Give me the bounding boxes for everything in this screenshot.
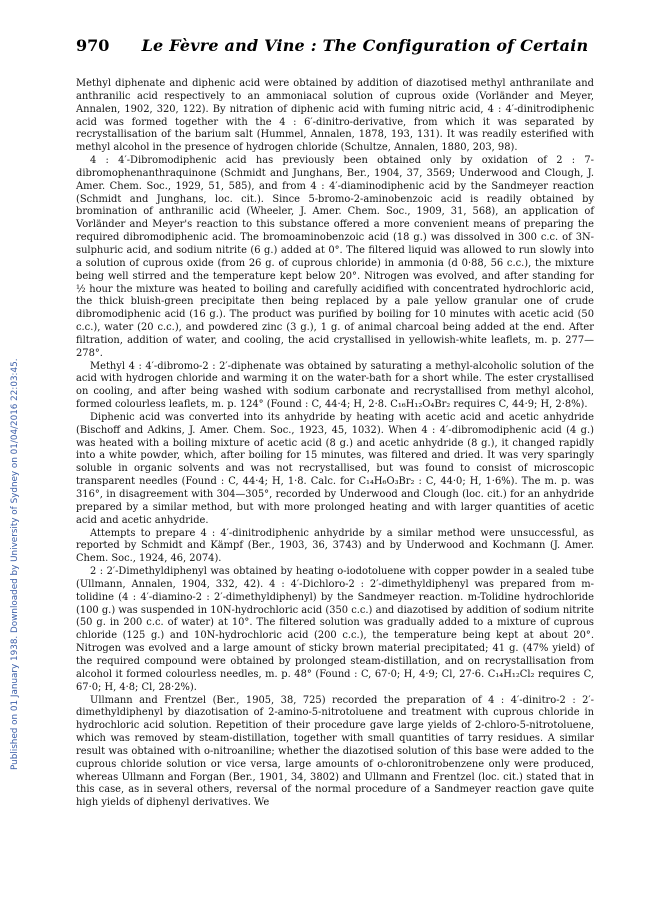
paragraph: Methyl diphenate and diphenic acid were obtained by addition of diazotised methyl anthranilate and anthranilic acid respectively to an ammoniacal solution of cuprous oxide (Vorländer and Meyer, Annalen, 1902, 320, 122). By nitration of diphenic acid with fuming nitric acid, 4 : 4′-dinitrodiphenic acid was formed together with the 4 : 6′-dinitro-derivative, from which it was separated by recrystallisation of the barium salt (Hummel, Annalen, 1878, 193, 131). It was readily esterified with methyl alcohol in the presence of hydrogen chloride (Schultze, Annalen, 1880, 203, 98).: [76, 78, 594, 154]
page-number: 970: [76, 36, 110, 55]
running-title: Le Fèvre and Vine : The Configuration of Certain: [141, 36, 589, 55]
download-stamp-text: Published on 01 January 1938. Downloaded by University of Sydney on 01/04/2016 22:03:45.: [10, 358, 20, 770]
article-body: [76, 78, 594, 810]
paragraph: Diphenic acid was converted into its anhydride by heating with acetic acid and acetic anhydride (Bischoff and Adkins, J. Amer. Chem. Soc., 1923, 45, 1032). When 4 : 4′-dibromodiphenic acid (4 g.) was heated with a boiling mixture of acetic acid (8 g.) and acetic anhydride (8 g.), it changed rapidly into a white powder, which, after boiling for 15 minutes, was filtered and dried. It was very sparingly soluble in organic solvents and was not recrystallised, but was found to consist of microscopic transparent needles (Found : C, 44·4; H, 1·8. Calc. for C₁₄H₆O₃Br₂ : C, 44·0; H, 1·6%). The m. p. was 316°, in disagreement with 304—305°, recorded by Underwood and Clough (loc. cit.) for an anhydride prepared by a similar method, but with more prolonged heating and with larger quantities of acetic acid and acetic anhydride.: [76, 411, 594, 526]
paragraph: 4 : 4′-Dibromodiphenic acid has previously been obtained only by oxidation of 2 : 7-dibromophenanthraquinone (Schmidt and Junghans, Ber., 1904, 37, 3569; Underwood and Clough, J. Amer. Chem. Soc., 1929, 51, 585), and from 4 : 4′-diaminodiphenic acid by the Sandmeyer reaction (Schmidt and Junghans, loc. cit.). Since 5-bromo-2-aminobenzoic acid is readily obtained by bromination of anthranilic acid (Wheeler, J. Amer. Chem. Soc., 1909, 31, 568), an application of Vorländer and Meyer's reaction to this substance offered a more convenient means of preparing the required dibromodiphenic acid. The bromoaminobenzoic acid (18 g.) was dissolved in 300 c.c. of 3N-sulphuric acid, and sodium nitrite (6 g.) added at 0°. The filtered liquid was allowed to run slowly into a solution of cuprous oxide (from 26 g. of cuprous chloride) in ammonia (d 0·88, 56 c.c.), the mixture being well stirred and the temperature kept below 20°. Nitrogen was evolved, and after standing for ½ hour the mixture was heated to boiling and carefully acidified with concentrated hydrochloric acid, the thick bluish-green precipitate then being replaced by a pale yellow granular one of crude dibromodiphenic acid (16 g.). The product was purified by boiling for 10 minutes with acetic acid (50 c.c.), water (20 c.c.), and powdered zinc (3 g.), 1 g. of animal charcoal being added at the end. After filtration, addition of water, and cooling, the acid crystallised in yellowish-white leaflets, m. p. 277—278°.: [76, 155, 594, 359]
paragraph: Attempts to prepare 4 : 4′-dinitrodiphenic anhydride by a similar method were unsuccessful, as reported by Schmidt and Kämpf (Ber., 1903, 36, 3743) and by Underwood and Kochmann (J. Amer. Chem. Soc., 1924, 46, 2074).: [76, 527, 594, 565]
page-header: [76, 36, 594, 60]
paragraph: Ullmann and Frentzel (Ber., 1905, 38, 725) recorded the preparation of 4 : 4′-dinitro-2 : 2′-dimethyldiphenyl by diazotisation of 2-amino-5-nitrotoluene and treatment with cuprous chloride in hydrochloric acid solution. Repetition of their procedure gave large yields of 2-chloro-5-nitrotoluene, which was removed by steam-distillation, together with small quantities of tarry residues. A similar result was obtained with o-nitroaniline; whether the diazotised solution of this base were added to the cuprous chloride solution or vice versa, large amounts of o-chloronitrobenzene only were produced, whereas Ullmann and Forgan (Ber., 1901, 34, 3802) and Ullmann and Frentzel (loc. cit.) stated that in this case, as in several others, reversal of the normal procedure of a Sandmeyer reaction gave quite high yields of diphenyl derivatives. We: [76, 694, 594, 809]
download-stamp: [10, 150, 22, 770]
paragraph: 2 : 2′-Dimethyldiphenyl was obtained by heating o-iodotoluene with copper powder in a sealed tube (Ullmann, Annalen, 1904, 332, 42). 4 : 4′-Dichloro-2 : 2′-dimethyldiphenyl was prepared from m-tolidine (4 : 4′-diamino-2 : 2′-dimethyldiphenyl) by the Sandmeyer reaction. m-Tolidine hydrochloride (100 g.) was suspended in 10N-hydrochloric acid (350 c.c.) and diazotised by addition of sodium nitrite (50 g. in 200 c.c. of water) at 10°. The filtered solution was gradually added to a mixture of cuprous chloride (125 g.) and 10N-hydrochloric acid (200 c.c.), the temperature being kept at about 20°. Nitrogen was evolved and a large amount of sticky brown material precipitated; 41 g. (47% yield) of the required compound were obtained by prolonged steam-distillation, and on recrystallisation from alcohol it formed colourless needles, m. p. 48° (Found : C, 67·0; H, 4·9; Cl, 27·6. C₁₄H₁₂Cl₂ requires C, 67·0; H, 4·8; Cl, 28·2%).: [76, 566, 594, 693]
paragraph: Methyl 4 : 4′-dibromo-2 : 2′-diphenate was obtained by saturating a methyl-alcoholic solution of the acid with hydrogen chloride and warming it on the water-bath for a short while. The ester crystallised on cooling, and after being washed with sodium carbonate and recrystallised from methyl alcohol, formed colourless leaflets, m. p. 124° (Found : C, 44·4; H, 2·8. C₁₆H₁₂O₄Br₂ requires C, 44·9; H, 2·8%).: [76, 360, 594, 411]
